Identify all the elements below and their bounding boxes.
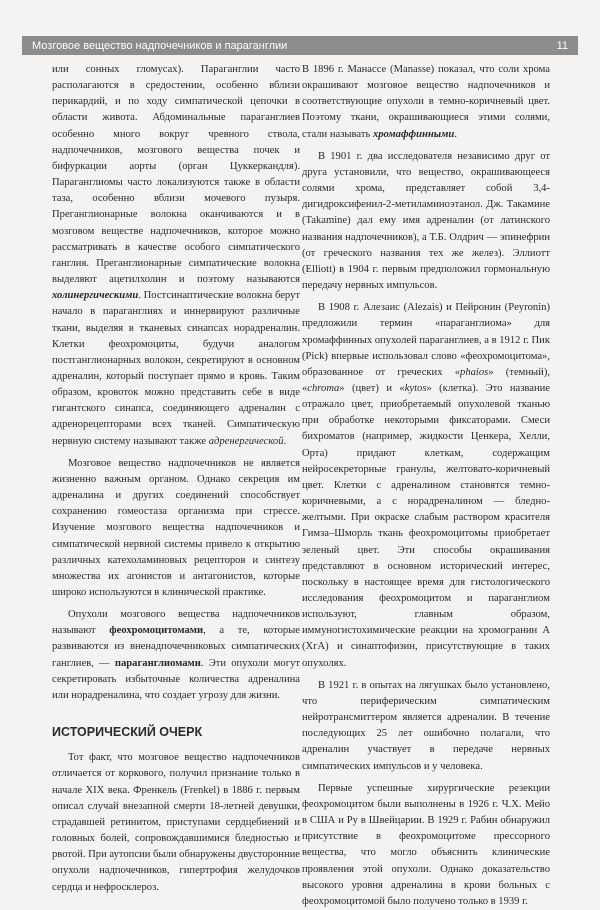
term-chroma: chroma [307,382,340,394]
paragraph [52,607,300,704]
page-number: 11 [556,39,568,52]
text-run: . [283,435,287,447]
text-run: Опухоли мозгового вещества надпочечников называют [52,609,300,637]
paragraph [52,750,300,895]
text-run: или сонных гломусах). Параганглии часто располагаются в средостении, особенно вблизи перикардий, и по ходу симпатической цепочки в области живота. Абдоминальные параганглиев особенно много вокруг чревного ствола, надпочечников, мозгового вещества почек и бифуркации аорты (орган Цуккеркандля). Параганглиомы часто локализуются также в области таза, особенно вблизи мочевого пузыря. Преганглионарные волокна оканчиваются и в мозговом веществе надпочечников, которое можно рассматривать в качестве особого симпатического ганглия. Преганглионарные симпатические волокна выделяют ацетилхолин и поэтому называются [52,64,300,286]
paragraph [302,300,550,672]
text-run: , а те, которые развиваются из вненадпочечниковых симпатических ганглиев, — [52,625,300,669]
section-heading: ИСТОРИЧЕСКИЙ ОЧЕРК [52,725,203,740]
text-run: Мозговое вещество надпочечников не является жизненно важным органом. Однако секреция им адреналина и других соединений способствует сохранению гомеостаза организма при стрессе. Изучение мозгового вещества надпочечников и симпатической нервной системы привело к открытию различных катехоламиновых рецепторов и синтезу множества их агонистов и антагонистов, которые широко используются в клинической практике. [52,457,300,598]
paragraph [52,62,300,450]
term-chromaffin: хромаффинными [372,128,455,140]
text-run: » (темный), « [302,366,550,394]
term-pheochromocytoma: феохромоцитомами [109,625,204,637]
paragraph [302,62,550,143]
text-run: » (клетка). Это название отражало цвет, приобретаемый опухолевой тканью при обработке некоторыми фиксаторами. Смеси бихроматов (например, жидкости Ценкера, Хелли, Орта) придают клеткам, содержащим нейросекреторные гранулы, желтовато-коричневый цвет. Клетки с адреналином становятся темно-коричневыми, а с норадреналином — бледно-желтыми. При окраске слабым раствором красителя Гимза–Шморль ткань феохромоцитомы приобретает зеленый цвет. Эти способы окрашивания представляют в основном исторический интерес, поскольку в настоящее время для гистологического исследования феохромоцитом и параганглиом используют, главным образом, иммуногистохимические реакции на хромогранин А (ХгА) и синаптофизин, присутствующие в таких опухолях. [302,382,550,669]
text-run: » (цвет) и « [339,382,405,394]
right-column [302,62,550,910]
running-header [22,36,578,55]
header-title: Мозговое вещество надпочечников и параганглии [32,39,288,52]
paragraph [302,781,550,910]
text-run: . Эти опухоли могут секретировать избыточные количества адреналина или норадреналина, что создает угрозу для жизни. [52,657,300,701]
text-run: В 1901 г. два исследователя независимо друг от друга установили, что вещество, окрашивающееся солями хрома, представляет собой 3,4-дигидроксифенил-2-метиламиноэтанол. Дж. Такамине (Takamine) дал ему имя адреналин (от латинского названия надпочечников), а Т.Б. Олдрич — эпинефрин (от греческого названия тех же желез). Эллиотт (Elliott) в 1904 г. первым предположил гормональную передачу нервных импульсов. [302,150,550,292]
text-run: В 1908 г. Алезаис (Alezais) и Пейронин (Peyronin) предложили термин «параганглиома» для хромаффинных опухолей параганглиев, а в 1912 г. Пик (Pick) впервые использовал слово «феохромоцитома», образованное от греческих « [302,302,550,378]
term-paraganglioma: параганглиомами [114,657,201,669]
term-phaios: phaios [460,366,489,378]
text-run: Тот факт, что мозговое вещество надпочечников отличается от коркового, получил признание только в начале XIX века. Френкель (Frenkel) в 1886 г. первым описал случай внезапной смерти 18-летней девушки, страдавшей ретинитом, приступами сердцебиений и головных болей, сопровождавшимися бледностью и рвотой. При аутопсии были обнаружены двусторонние опухоли надпочечников, гипертрофия желудочков сердца и нефросклероз. [52,752,300,893]
text-run: . [454,128,457,140]
paragraph [302,149,550,294]
left-column [52,62,300,896]
text-run: В 1921 г. в опытах на лягушках было установлено, что периферическим симпатическим нейротрансмиттером является адреналин. В течение последующих 25 лет ошибочно полагали, что адреналин участвует в передаче нервных симпатических импульсов и у человека. [302,679,550,772]
paragraph [52,456,300,601]
text-run: . Постсинаптические волокна берут начало в параганглиях и иннервируют различные ткани, выделяя в тканевых синапсах норадреналин. Клетки феохромоциты, будучи аналогом постганглионарных волокон, секретируют в основном адреналин, который поступает прямо в кровь. Таким образом, кровоток можно представить себе в виде гигантского синапса, соединяющего адреналин с адренорецепторами всех тканей. Симпатическую нервную систему называют также [52,290,300,447]
text-run: В 1896 г. Манассе (Manasse) показал, что соли хрома окрашивают мозговое вещество надпочечников и соответствующие опухоли в темно-коричневый цвет. Поэтому ткани, окрашивающиеся этими солями, стали называть [302,64,550,140]
term-cholinergic: холинергическими [52,290,139,302]
term-kytos: kytos [404,382,427,394]
paragraph [302,678,550,775]
text-run: Первые успешные хирургические резекции феохромоцитом были выполнены в 1926 г. Ч.Х. Мейо в США и Ру в Швейцарии. В 1929 г. Рабин обнаружил присутствие в феохромоцитоме прессорного вещества, что могло объяснить клинические проявления этой опухоли. Однако доказательство высокого уровня адреналина в крови больных с феохромоцитомой было получено только в 1939 г. [302,782,550,907]
term-adrenergic: адренергической [208,435,284,447]
